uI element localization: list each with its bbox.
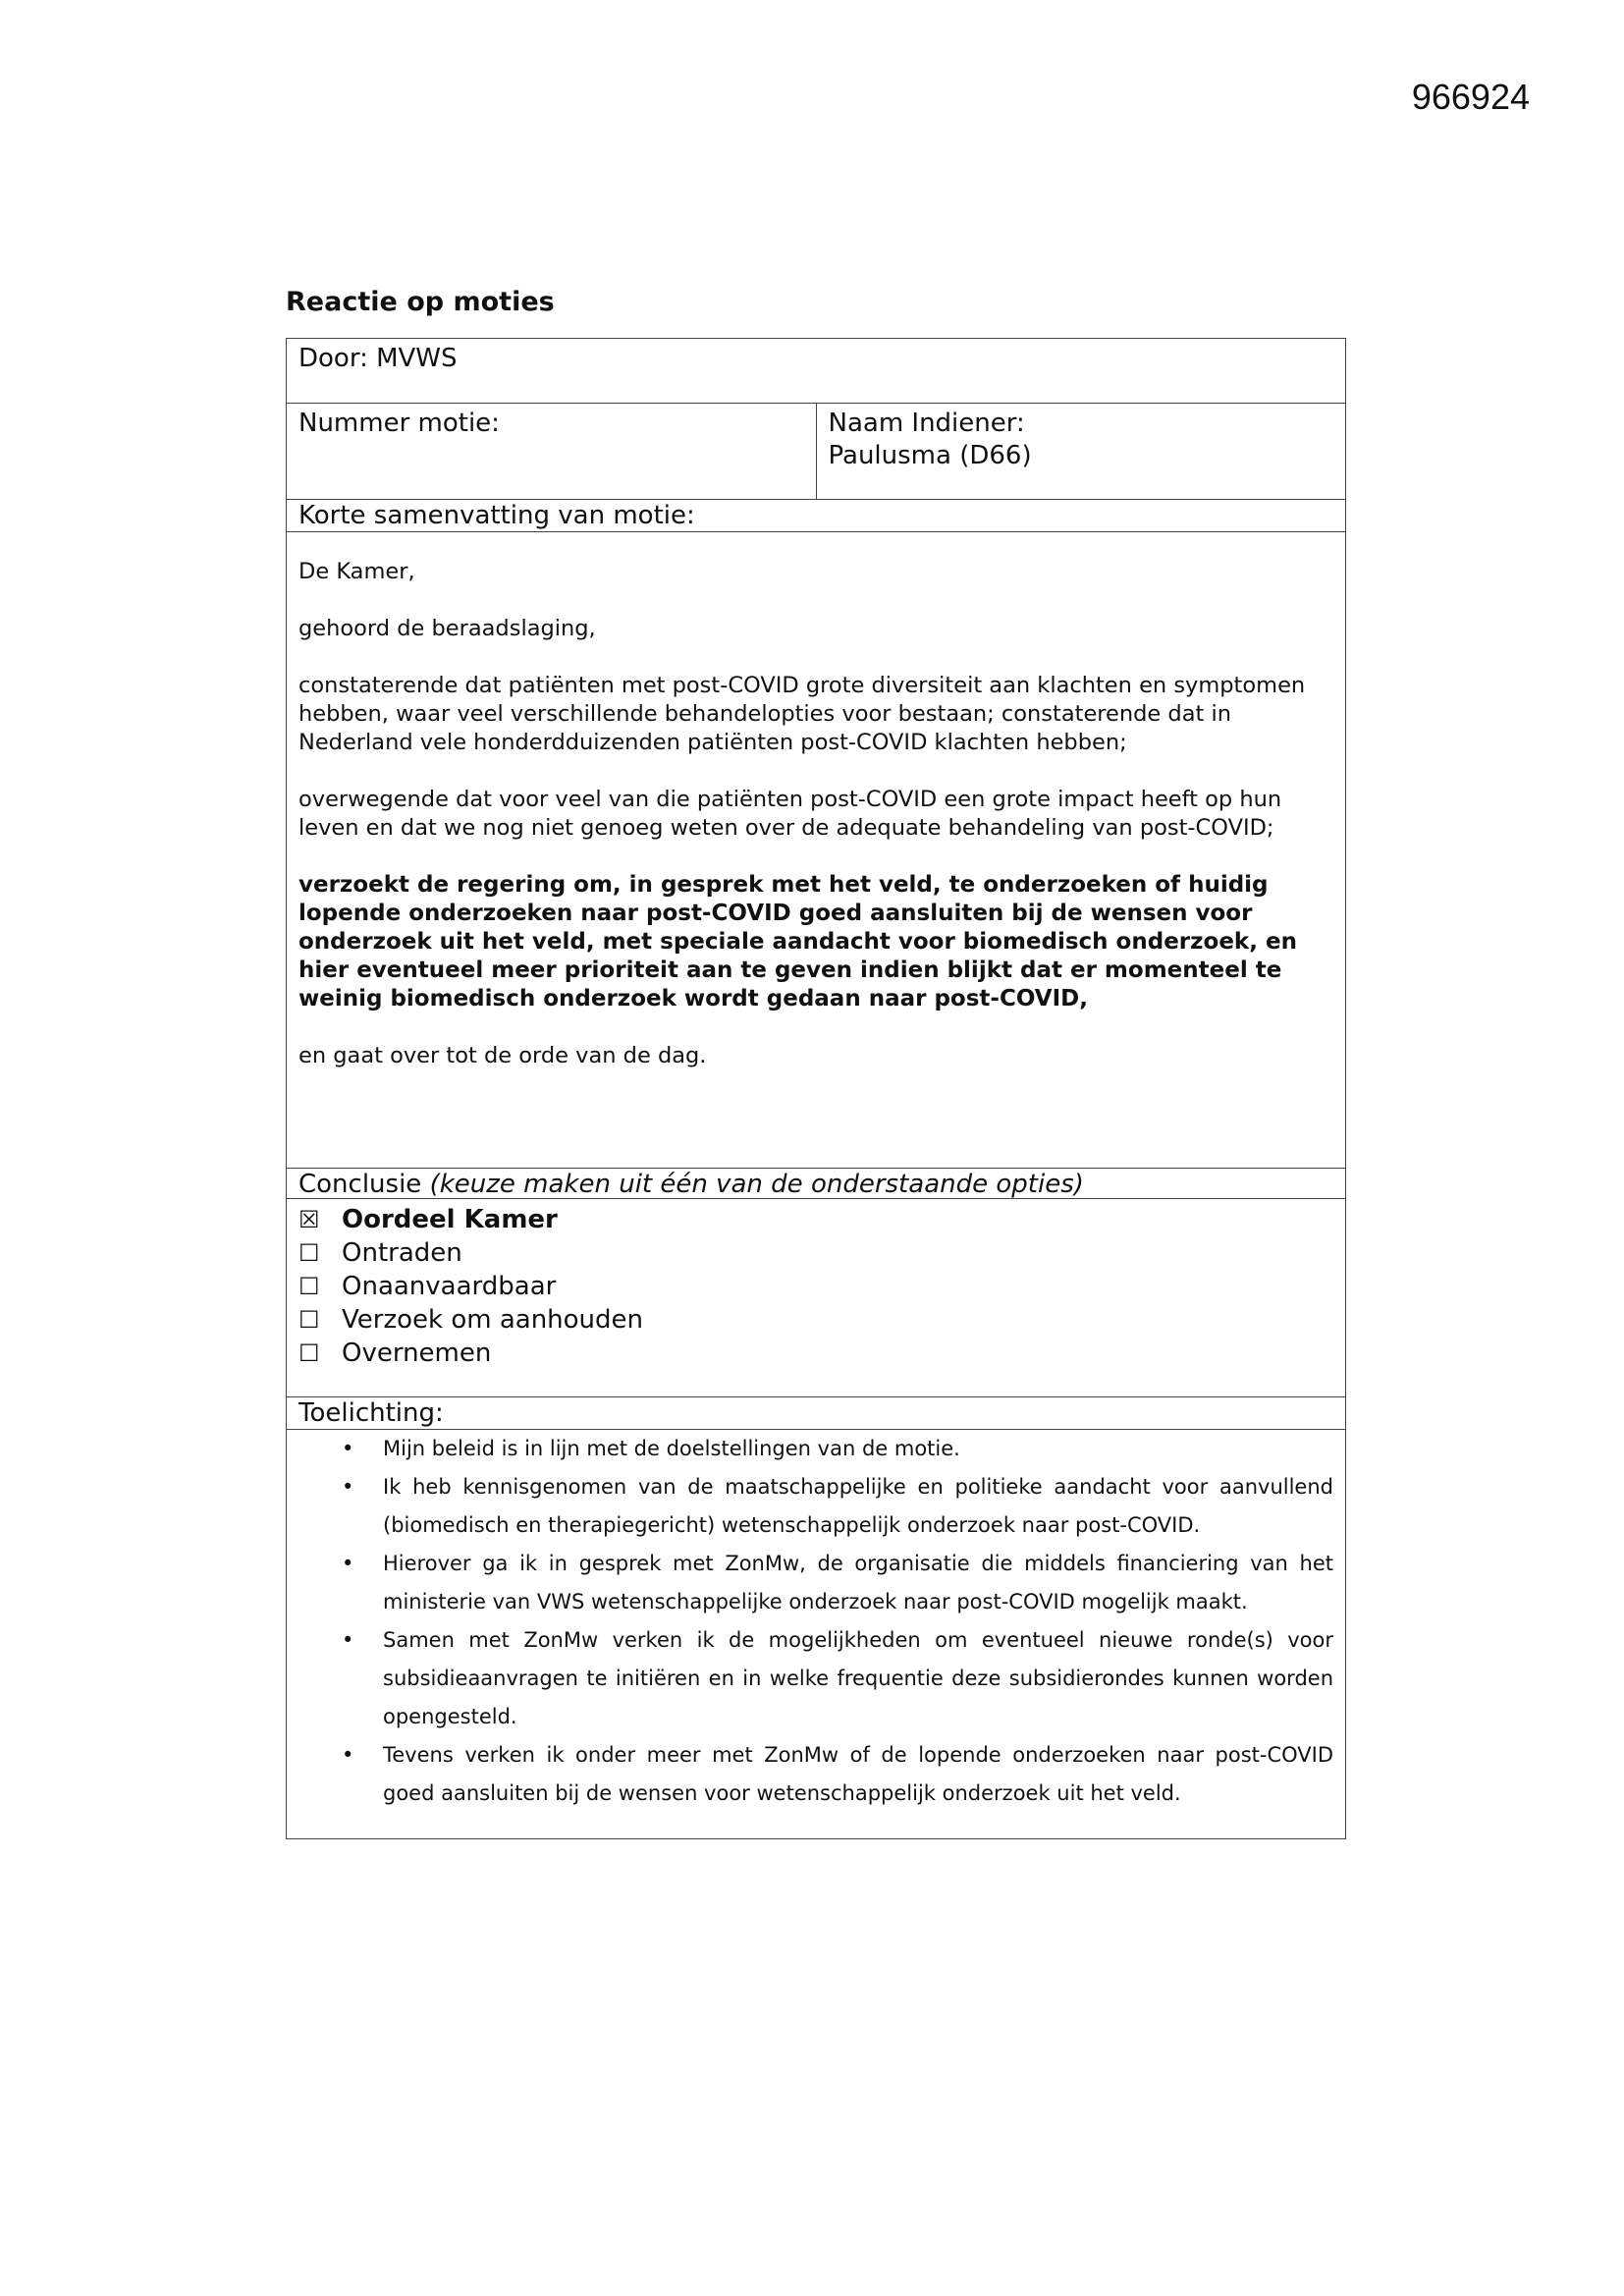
page-title: Reactie op moties (286, 287, 555, 317)
bullet-icon: • (342, 1628, 354, 1652)
conclusie-label: Conclusie (298, 1170, 422, 1199)
checkbox-icon[interactable]: ☐ (298, 1339, 320, 1367)
document-number: 966924 (1411, 77, 1530, 117)
list-item-text: Tevens verken ik onder meer met ZonMw of de lopende onderzoeken naar post-COVID goed aansluiten bij de wensen voor wetenschappelijk onderzoek uit het veld. (383, 1743, 1333, 1805)
door-row (287, 339, 1345, 404)
bullet-icon: • (342, 1743, 354, 1767)
option-label: Ontraden (342, 1238, 462, 1268)
list-item (342, 1736, 1333, 1813)
motion-text (287, 532, 1345, 1098)
list-item (342, 1430, 1333, 1468)
motion-paragraph-4: overwegende dat voor veel van die patiënten post-COVID een grote impact heeft op hun leven en dat we nog niet genoeg weten over de adequate behandeling van post-COVID; (298, 787, 1282, 841)
toelichting-header-row (287, 1397, 1345, 1430)
option-verzoek-om-aanhouden[interactable] (298, 1303, 1333, 1337)
list-item (342, 1545, 1333, 1621)
naam-indiener-field (817, 404, 1346, 499)
samenvatting-header-row (287, 500, 1345, 532)
nummer-motie-label: Nummer motie: (298, 409, 500, 438)
naam-indiener-value: Paulusma (D66) (828, 441, 1032, 470)
checkbox-checked-icon[interactable]: ☒ (298, 1206, 320, 1233)
list-item (342, 1468, 1333, 1545)
option-label: Overnemen (342, 1339, 492, 1368)
checkbox-icon[interactable]: ☐ (298, 1306, 320, 1334)
motion-paragraph-request: verzoekt de regering om, in gesprek met het veld, te onderzoeken of huidig lopende onderzoeken naar post-COVID goed aansluiten bij de wensen voor onderzoek uit het veld, met speciale aandacht voor biomedisch onderzoek, en hier eventueel meer prioriteit aan te geven indien blijkt dat er momenteel te weinig biomedisch onderzoek wordt gedaan naar post-COVID, (298, 872, 1297, 1011)
list-item (342, 1621, 1333, 1736)
option-oordeel-kamer[interactable] (298, 1203, 1333, 1236)
list-item-text: Mijn beleid is in lijn met de doelstellingen van de motie. (383, 1437, 960, 1460)
conclusie-options-row (287, 1199, 1345, 1397)
bullet-icon: • (342, 1437, 354, 1460)
conclusie-header (287, 1169, 1345, 1201)
option-label: Onaanvaardbaar (342, 1272, 557, 1301)
motion-response-form (286, 338, 1346, 1839)
option-label: Oordeel Kamer (342, 1205, 558, 1234)
conclusie-header-row (287, 1169, 1345, 1199)
option-ontraden[interactable] (298, 1236, 1333, 1270)
motion-paragraph-1: De Kamer, (298, 559, 415, 584)
nummer-motie-field (287, 404, 817, 499)
bullet-icon: • (342, 1475, 354, 1499)
option-onaanvaardbaar[interactable] (298, 1270, 1333, 1303)
checkbox-icon[interactable]: ☐ (298, 1273, 320, 1300)
option-overnemen[interactable] (298, 1337, 1333, 1370)
toelichting-label: Toelichting: (298, 1398, 444, 1428)
motion-text-row (287, 532, 1345, 1169)
list-item-text: Hierover ga ik in gesprek met ZonMw, de organisatie die middels financiering van het ministerie van VWS wetenschappelijke onderzoek naar post-COVID mogelijk maakt. (383, 1552, 1333, 1613)
toelichting-row (287, 1430, 1345, 1838)
list-item-text: Ik heb kennisgenomen van de maatschappelijke en politieke aandacht voor aanvullend (biomedisch en therapiegericht) wetenschappelijk onderzoek naar post-COVID. (383, 1475, 1333, 1537)
naam-indiener-label: Naam Indiener: (828, 409, 1025, 438)
motion-paragraph-3: constaterende dat patiënten met post-COVID grote diversiteit aan klachten en symptomen hebben, waar veel verschillende behandelopties voor bestaan; constaterende dat in Nederland vele honderdduizenden patiënten post-COVID klachten hebben; (298, 673, 1306, 755)
motion-paragraph-2: gehoord de beraadslaging, (298, 616, 596, 641)
motion-paragraph-6: en gaat over tot de orde van de dag. (298, 1043, 707, 1068)
option-label: Verzoek om aanhouden (342, 1305, 644, 1335)
motie-info-row (287, 404, 1345, 500)
toelichting-list (287, 1430, 1345, 1834)
conclusie-hint: (keuze maken uit één van de onderstaande opties) (429, 1170, 1084, 1199)
bullet-icon: • (342, 1552, 354, 1575)
checkbox-icon[interactable]: ☐ (298, 1239, 320, 1267)
door-field: Door: MVWS (298, 344, 458, 373)
list-item-text: Samen met ZonMw verken ik de mogelijkheden om eventueel nieuwe ronde(s) voor subsidieaanvragen te initiëren en in welke frequentie deze subsidierondes kunnen worden opengesteld. (383, 1628, 1333, 1728)
conclusie-options (287, 1199, 1345, 1392)
samenvatting-label: Korte samenvatting van motie: (298, 501, 695, 530)
